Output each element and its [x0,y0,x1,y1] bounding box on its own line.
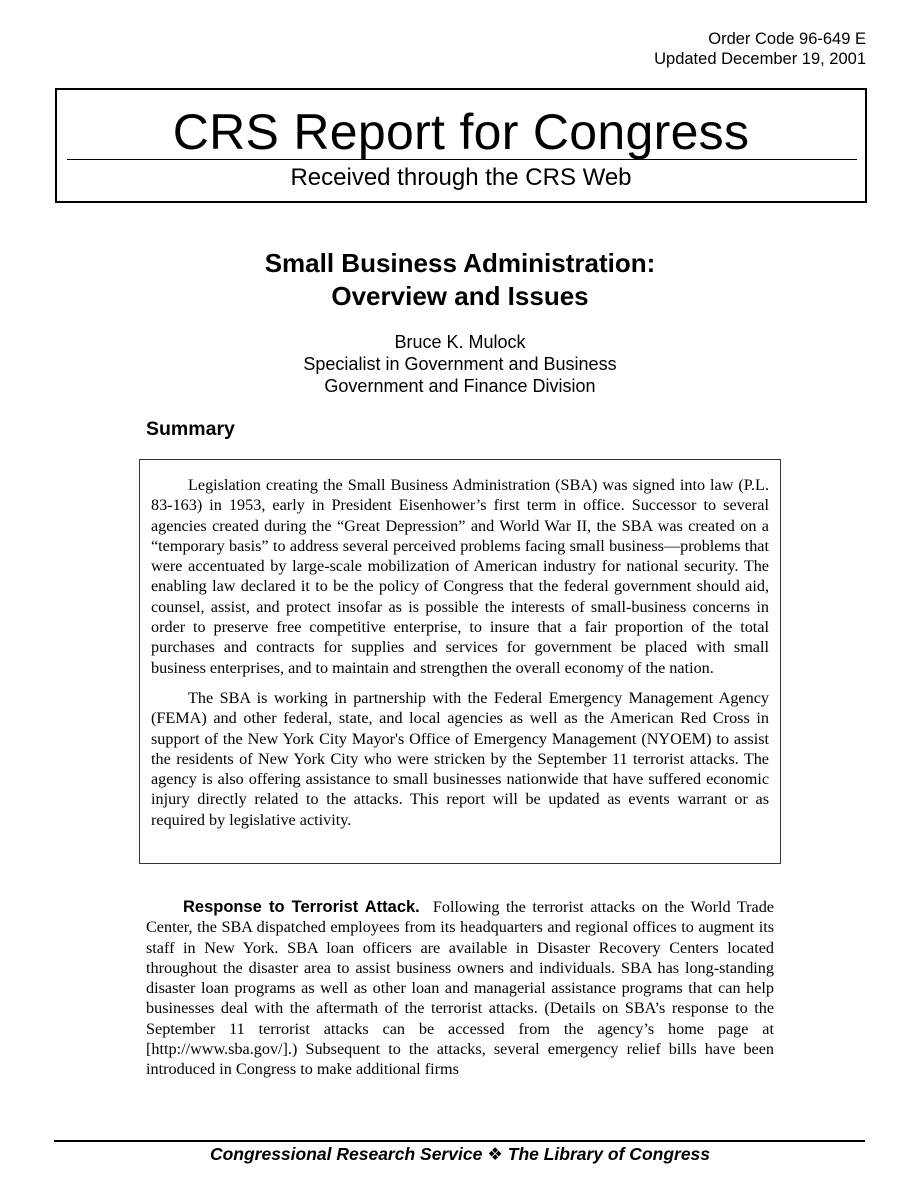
summary-heading: Summary [146,418,235,440]
document-title-line2: Overview and Issues [331,281,589,311]
summary-paragraph-1: Legislation creating the Small Business Administration (SBA) was signed into law (P.L. 83-163) in 1953, early in President Eisenhower’s first term in office. Successor to several agencies created during the “Great Depression” and World War II, the SBA was created on a “temporary basis” to address several perceived problems facing small business—problems that were accentuated by large-scale mobilization of American industry for national security. The enabling law declared it to be the policy of Congress that the federal government should aid, counsel, assist, and protect insofar as is possible the interests of small-business concerns in order to preserve free competitive enterprise, to insure that a fair proportion of the total purchases and contracts for supplies and services for government be placed with small business enterprises, and to maintain and strengthen the overall economy of the nation. [151,476,769,677]
order-code: Order Code 96-649 E [708,30,866,48]
author-name: Bruce K. Mulock [394,332,526,352]
author-position: Specialist in Government and Business [303,354,617,374]
masthead-subtitle: Received through the CRS Web [290,164,632,191]
author-block [0,331,920,397]
section-heading: Response to Terrorist Attack. [183,898,420,916]
document-title-line1: Small Business Administration: [264,248,656,278]
footer-crs: Congressional Research Service [209,1144,483,1164]
page-footer [0,1143,920,1165]
section-text: Following the terrorist attacks on the World Trade Center, the SBA dispatched employees from its headquarters and regional offices to augment its staff in New York. SBA loan officers are available in Disaster Recovery Centers located throughout the disaster area to assist business owners and individuals. SBA has long-standing disaster loan programs as well as other loan and managerial assistance programs that can help businesses deal with the aftermath of the terrorist attacks. (Details on SBA’s response to the September 11 terrorist attacks can be accessed from the agency’s home page at [http://www.sba.gov/].) Subsequent to the attacks, several emergency relief bills have been introduced in Congress to make additional firms [146,898,774,1079]
footer-separator-icon: ❖ [487,1144,503,1164]
summary-box [139,459,781,864]
report-masthead [55,88,867,203]
order-code-block [654,29,866,69]
footer-rule [54,1140,865,1142]
updated-date: Updated December 19, 2001 [654,50,866,68]
masthead-rule [67,159,857,160]
summary-paragraph-2: The SBA is working in partnership with the Federal Emergency Management Agency (FEMA) and other federal, state, and local agencies as well as the American Red Cross in support of the New York City Mayor's Office of Emergency Management (NYOEM) to assist the residents of New York City who were stricken by the September 11 terrorist attacks. The agency is also offering assistance to small businesses nationwide that have suffered economic injury directly related to the attacks. This report will be updated as events warrant or as required by legislative activity. [151,688,769,829]
document-title [0,247,920,313]
footer-loc: The Library of Congress [507,1144,711,1164]
body-paragraph [146,897,774,1080]
masthead-title: CRS Report for Congress [172,104,750,160]
author-division: Government and Finance Division [324,376,596,396]
